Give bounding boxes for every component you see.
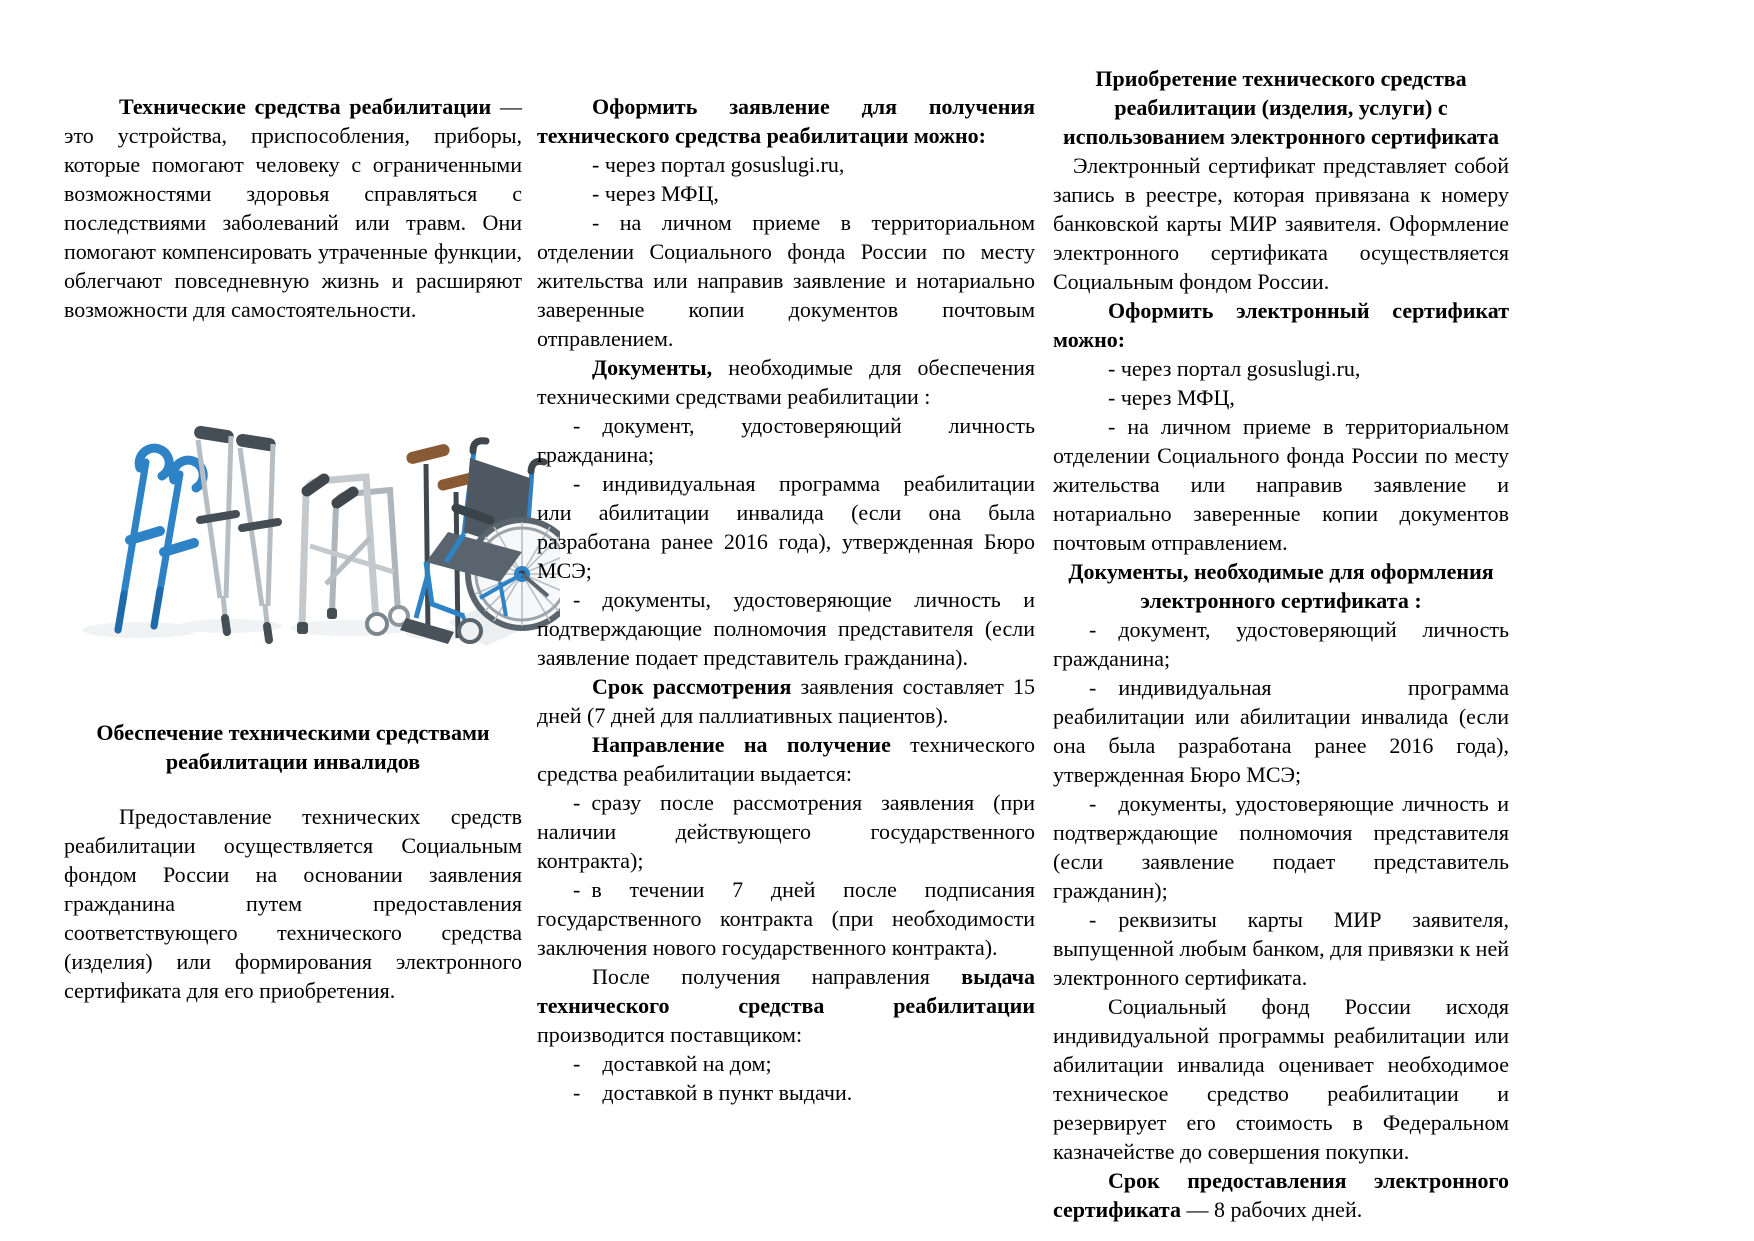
cert-term-rest: — 8 рабочих дней.: [1180, 1197, 1363, 1222]
obtain-option-gosuslugi: - через портал gosuslugi.ru,: [1108, 356, 1361, 381]
obtain-heading-bold: Оформить электронный сертификат можно:: [1053, 298, 1509, 352]
cert-docs-item-mir-card: - реквизиты карты МИР заявителя, выпущенной любым банком, для привязки к ней электронного сертификата.: [1053, 907, 1509, 990]
handover-pre: После получения направления: [592, 964, 962, 989]
delivery-item-home: - доставкой на дом;: [573, 1051, 772, 1076]
cert-docs-item-representative: - документы, удостоверяющие личность и подтверждающие полномочия представителя (если заявление подает представитель гражданин);: [1053, 791, 1509, 903]
apply-option-gosuslugi: - через портал gosuslugi.ru,: [592, 152, 845, 177]
cert-docs-item-identity: - документ, удостоверяющий личность гражданина;: [1053, 617, 1509, 671]
docs-item-representative: - документы, удостоверяющие личность и подтверждающие полномочия представителя (если заявление подает представитель гражданина).: [537, 587, 1035, 670]
review-term-bold: Срок рассмотрения: [592, 674, 792, 699]
docs-lead-paragraph: [537, 353, 1035, 411]
referral-bold: Направление на получение: [592, 732, 891, 757]
review-term-rest: заявления составляет 15 дней (7 дней для паллиативных пациентов).: [537, 674, 1035, 728]
handover-post: производится поставщиком:: [537, 1022, 803, 1047]
intro-rest: — это устройства, приспособления, приборы, которые помогают человеку с ограниченными возможностями здоровья справляться с последствиями заболеваний или травм. Они помогают компенсировать утраченные функции, облегчают повседневную жизнь и расширяют возможности для самостоятельности.: [64, 94, 523, 322]
issued-item-7days: - в течении 7 дней после подписания государственного контракта (при необходимости заключения нового государственного контракта).: [537, 877, 1035, 960]
axillary-crutches-icon: [193, 425, 278, 640]
apply-option-mfc: - через МФЦ,: [592, 181, 719, 206]
cert-intro-paragraph: Электронный сертификат представляет собой запись в реестре, которая привязана к номеру банковской карты МИР заявителя. Оформление электронного сертификата осуществляется Социальным фондом России.: [1053, 153, 1509, 294]
sfr-assessment-paragraph: Социальный фонд России исходя индивидуальной программы реабилитации или абилитации инвалида оценивает необходимое техническое средство реабилитации и резервирует его стоимость в Федеральном казначействе до совершения покупки.: [1053, 994, 1509, 1164]
review-term-paragraph: [537, 672, 1035, 730]
apply-heading-bold: Оформить заявление для получения технического средства реабилитации можно:: [537, 94, 1035, 148]
column-right: [1053, 0, 1509, 1224]
cert-docs-heading: Документы, необходимые для оформления электронного сертификата :: [1068, 559, 1494, 613]
column-middle: [537, 0, 1035, 1107]
forearm-crutches-icon: [118, 448, 203, 630]
apply-heading: [537, 92, 1035, 150]
docs-item-ipra: - индивидуальная программа реабилитации или абилитации инвалида (если она была разработана ранее 2016 года), утвержденная Бюро МСЭ;: [537, 471, 1035, 583]
delivery-item-pickup: - доставкой в пункт выдачи.: [573, 1080, 853, 1105]
obtain-option-mfc: - через МФЦ,: [1108, 385, 1235, 410]
obtain-heading: [1053, 296, 1509, 354]
cert-heading: Приобретение технического средства реабилитации (изделия, услуги) с использованием электронного сертификата: [1063, 66, 1499, 149]
handover-bold: выдача технического средства реабилитации: [537, 964, 1035, 1018]
referral-rest: технического средства реабилитации выдается:: [537, 732, 1035, 786]
column-left: [64, 0, 522, 1005]
cert-term-bold: Срок предоставления электронного сертификата: [1053, 1168, 1509, 1222]
rehab-equipment-illustration: [60, 364, 560, 646]
referral-paragraph: [537, 730, 1035, 788]
issued-item-immediate: - сразу после рассмотрения заявления (при наличии действующего государственного контракта);: [537, 790, 1035, 873]
apply-option-inperson: - на личном приеме в территориальном отделении Социального фонда России по месту жительства или направив заявление и нотариально заверенные копии документов почтовым отправлением.: [537, 210, 1035, 351]
provision-paragraph: Предоставление технических средств реабилитации осуществляется Социальным фондом России на основании заявления гражданина путем предоставления соответствующего технического средства (изделия) или формирования электронного сертификата для его приобретения.: [64, 804, 522, 1003]
intro-paragraph: [64, 92, 522, 324]
docs-item-identity: - документ, удостоверяющий личность гражданина;: [537, 413, 1035, 467]
intro-lead-bold: Технические средства реабилитации: [119, 94, 492, 119]
walker-icon: [297, 477, 408, 634]
cert-term-paragraph: [1053, 1166, 1509, 1224]
handover-paragraph: [537, 962, 1035, 1049]
cert-docs-item-ipra: - индивидуальная программа реабилитации или абилитации инвалида (если она была разработана ранее 2016 года), утвержденная Бюро МСЭ;: [1053, 675, 1509, 787]
section-heading-provision: Обеспечение техническими средствами реабилитации инвалидов: [96, 720, 490, 774]
obtain-option-inperson: - на личном приеме в территориальном отделении Социального фонда России по месту жительства или направив заявление и нотариально заверенные копии документов почтовым отправлением.: [1053, 414, 1509, 555]
docs-lead-bold: Документы,: [592, 355, 713, 380]
docs-lead-rest: необходимые для обеспечения техническими средствами реабилитации :: [537, 355, 1035, 409]
